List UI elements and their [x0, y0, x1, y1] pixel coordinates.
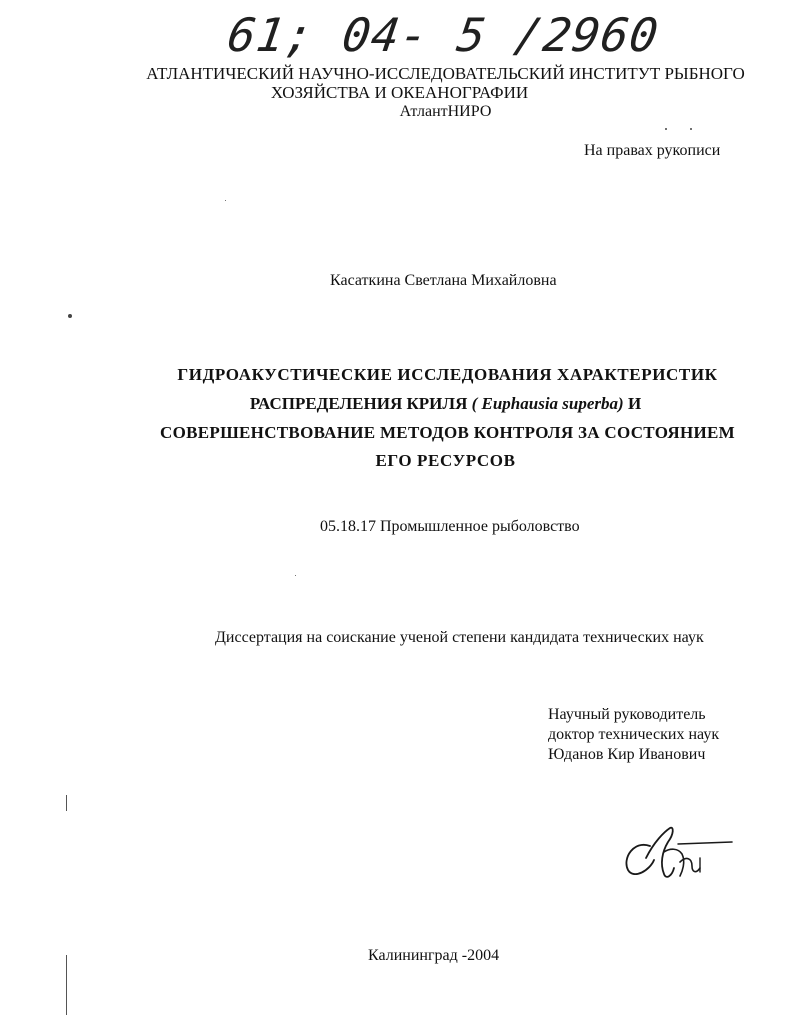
supervisor-degree: доктор технических наук: [548, 726, 720, 743]
scan-speck: [690, 128, 692, 130]
scan-edge-mark: [66, 795, 67, 811]
thesis-title-line2: [0, 393, 799, 415]
manuscript-rights-label: На правах рукописи: [584, 142, 721, 159]
scan-speck: [68, 314, 72, 318]
thesis-title-line1: ГИДРОАКУСТИЧЕСКИЕ ИССЛЕДОВАНИЯ ХАРАКТЕРИСТИК: [177, 365, 718, 384]
species-latin-name: ( Euphausia superba): [467, 394, 624, 413]
institute-name-line1: АТЛАНТИЧЕСКИЙ НАУЧНО-ИССЛЕДОВАТЕЛЬСКИЙ ИНСТИТУТ РЫБНОГО: [146, 64, 745, 83]
thesis-title-line2-suffix: И: [623, 394, 642, 413]
thesis-title-line3: СОВЕРШЕНСТВОВАНИЕ МЕТОДОВ КОНТРОЛЯ ЗА СОСТОЯНИЕМ: [160, 423, 735, 442]
scan-speck: [665, 128, 667, 130]
supervisor-name: Юданов Кир Иванович: [548, 746, 706, 763]
supervisor-role: Научный руководитель: [548, 706, 706, 723]
supervisor-block: [548, 705, 719, 765]
specialty-code: 05.18.17 Промышленное рыболовство: [320, 518, 580, 535]
city-and-year: Калининград -2004: [368, 947, 500, 964]
handwritten-signature: [620, 818, 740, 888]
thesis-title-line2-prefix: РАСПРЕДЕЛЕНИЯ КРИЛЯ: [249, 394, 468, 413]
scan-speck: [225, 200, 226, 201]
institute-abbreviation: АтлантНИРО: [399, 103, 492, 120]
author-name: Касаткина Светлана Михайловна: [330, 272, 557, 289]
thesis-title-line4: ЕГО РЕСУРСОВ: [375, 451, 516, 470]
scan-speck: [295, 575, 296, 576]
institute-name-line2: ХОЗЯЙСТВА И ОКЕАНОГРАФИИ: [270, 83, 529, 102]
dissertation-statement: Диссертация на соискание ученой степени кандидата технических наук: [215, 629, 704, 646]
handwritten-archive-number: 61; 04- 5 /2960: [224, 8, 663, 62]
scan-edge-mark: [66, 955, 67, 1015]
